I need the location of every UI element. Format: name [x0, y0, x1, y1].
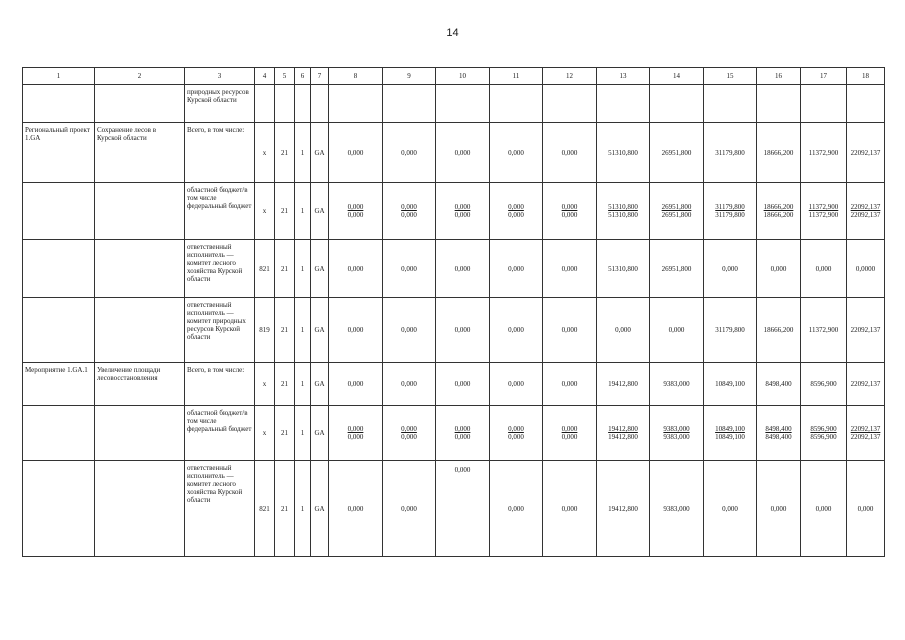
value-cell: 0,000 — [801, 240, 847, 298]
value-cell: 19412,800 — [597, 363, 650, 406]
value-bottom: 8498,400 — [765, 433, 792, 441]
value-bottom: 0,000 — [401, 211, 417, 219]
value-cell-pair — [757, 406, 801, 461]
value-top: 10849,100 — [715, 425, 745, 433]
value-bottom: 22092,137 — [850, 211, 881, 219]
value-bottom: 0,000 — [508, 211, 524, 219]
value-cell — [543, 85, 597, 123]
value-top: 0,000 — [401, 425, 417, 433]
value-bottom: 31179,800 — [715, 211, 745, 219]
value-top: 18666,200 — [763, 203, 794, 211]
cell-c4: х — [255, 406, 275, 461]
value-top: 0,000 — [347, 203, 364, 211]
cell-c3: ответственный исполнитель — комитет лесного хозяйства Курской области — [185, 461, 255, 557]
column-header-17: 17 — [801, 68, 847, 85]
table-row — [23, 363, 885, 406]
value-cell-pair — [329, 183, 383, 240]
cell-c5: 21 — [275, 363, 295, 406]
value-bottom: 22092,137 — [850, 433, 881, 441]
cell-c2 — [95, 461, 185, 557]
cell-c7: GA — [311, 363, 329, 406]
column-header-18: 18 — [847, 68, 885, 85]
cell-c6: 1 — [295, 240, 311, 298]
value-cell-pair — [383, 183, 436, 240]
value-cell — [383, 85, 436, 123]
budget-table — [22, 67, 885, 557]
cell-c6: 1 — [295, 363, 311, 406]
value-cell-pair — [650, 183, 704, 240]
value-cell: 0,000 — [650, 298, 704, 363]
value-cell: 18666,200 — [757, 123, 801, 183]
table-row — [23, 183, 885, 240]
value-bottom: 0,000 — [508, 433, 524, 441]
value-cell: 0,000 — [329, 461, 383, 557]
cell-c1 — [23, 85, 95, 123]
column-header-1: 1 — [23, 68, 95, 85]
value-cell — [757, 85, 801, 123]
value-cell-pair — [650, 406, 704, 461]
cell-c6 — [295, 85, 311, 123]
value-cell: 0,000 — [329, 123, 383, 183]
value-cell: 0,000 — [543, 123, 597, 183]
cell-c3: областной бюджет/в том числе федеральный бюджет — [185, 406, 255, 461]
cell-c4: х — [255, 363, 275, 406]
cell-c4: 819 — [255, 298, 275, 363]
value-bottom: 0,000 — [561, 211, 578, 219]
value-cell: 9383,000 — [650, 461, 704, 557]
value-cell: 0,000 — [436, 461, 490, 557]
value-cell: 0,000 — [383, 461, 436, 557]
value-bottom: 0,000 — [454, 211, 471, 219]
value-cell-pair — [543, 406, 597, 461]
value-top: 22092,137 — [850, 203, 881, 211]
value-cell: 0,000 — [704, 461, 757, 557]
value-bottom: 18666,200 — [763, 211, 794, 219]
value-top: 0,000 — [454, 203, 471, 211]
value-top: 31179,800 — [715, 203, 745, 211]
cell-c4: 821 — [255, 461, 275, 557]
value-cell: 0,000 — [490, 298, 543, 363]
cell-c3: Всего, в том числе: — [185, 363, 255, 406]
column-header-14: 14 — [650, 68, 704, 85]
cell-c6: 1 — [295, 406, 311, 461]
value-cell: 19412,800 — [597, 461, 650, 557]
value-cell: 18666,200 — [757, 298, 801, 363]
cell-c5: 21 — [275, 406, 295, 461]
page-number: 14 — [446, 27, 459, 39]
cell-c1 — [23, 406, 95, 461]
cell-c5: 21 — [275, 461, 295, 557]
value-top: 8498,400 — [765, 425, 792, 433]
value-bottom: 0,000 — [561, 433, 578, 441]
value-cell: 0,000 — [801, 461, 847, 557]
value-cell: 0,000 — [383, 298, 436, 363]
cell-c6: 1 — [295, 298, 311, 363]
value-top: 0,000 — [508, 425, 524, 433]
column-header-9: 9 — [383, 68, 436, 85]
cell-c6: 1 — [295, 183, 311, 240]
cell-c5: 21 — [275, 298, 295, 363]
value-cell: 0,000 — [490, 461, 543, 557]
value-top: 0,000 — [347, 425, 364, 433]
cell-c2 — [95, 298, 185, 363]
value-cell: 8498,400 — [757, 363, 801, 406]
column-header-8: 8 — [329, 68, 383, 85]
column-header-12: 12 — [543, 68, 597, 85]
value-cell: 51310,800 — [597, 240, 650, 298]
column-header-2: 2 — [95, 68, 185, 85]
cell-c1: Мероприятие 1.GA.1 — [23, 363, 95, 406]
value-cell — [597, 85, 650, 123]
value-cell-pair — [436, 183, 490, 240]
cell-c1 — [23, 183, 95, 240]
cell-c1 — [23, 298, 95, 363]
value-cell — [847, 85, 885, 123]
value-cell: 0,000 — [383, 123, 436, 183]
value-bottom: 19412,800 — [608, 433, 638, 441]
value-cell-pair — [329, 406, 383, 461]
value-cell-pair — [847, 406, 885, 461]
value-cell: 0,0000 — [847, 240, 885, 298]
column-header-5: 5 — [275, 68, 295, 85]
value-cell: 0,000 — [490, 123, 543, 183]
value-bottom: 0,000 — [347, 433, 364, 441]
value-cell — [801, 85, 847, 123]
value-bottom: 8596,900 — [810, 433, 837, 441]
value-cell: 0,000 — [847, 461, 885, 557]
value-bottom: 0,000 — [347, 211, 364, 219]
cell-c4: х — [255, 123, 275, 183]
value-cell: 0,000 — [436, 298, 490, 363]
value-bottom: 10849,100 — [715, 433, 745, 441]
value-cell — [650, 85, 704, 123]
value-cell: 11372,900 — [801, 298, 847, 363]
value-top: 0,000 — [561, 203, 578, 211]
table-header-row — [23, 68, 885, 85]
value-cell: 22092,137 — [847, 123, 885, 183]
column-header-6: 6 — [295, 68, 311, 85]
value-bottom: 9383,000 — [663, 433, 690, 441]
value-top: 0,000 — [401, 203, 417, 211]
value-cell: 0,000 — [436, 123, 490, 183]
cell-c2 — [95, 406, 185, 461]
value-cell: 0,000 — [543, 363, 597, 406]
value-cell-pair — [801, 406, 847, 461]
value-top: 0,000 — [454, 425, 471, 433]
cell-c3: Всего, в том числе: — [185, 123, 255, 183]
value-cell: 0,000 — [543, 298, 597, 363]
column-header-11: 11 — [490, 68, 543, 85]
value-cell-pair — [383, 406, 436, 461]
cell-c2 — [95, 85, 185, 123]
cell-c1 — [23, 240, 95, 298]
cell-c1: Региональный проект 1.GA — [23, 123, 95, 183]
value-cell: 0,000 — [543, 240, 597, 298]
value-cell-pair — [490, 183, 543, 240]
value-cell: 0,000 — [757, 240, 801, 298]
cell-c5 — [275, 85, 295, 123]
value-cell: 0,000 — [329, 240, 383, 298]
value-top: 0,000 — [561, 425, 578, 433]
value-top: 9383,000 — [663, 425, 690, 433]
cell-c4: 821 — [255, 240, 275, 298]
cell-c4: х — [255, 183, 275, 240]
cell-c5: 21 — [275, 123, 295, 183]
cell-c2 — [95, 183, 185, 240]
value-cell: 0,000 — [597, 298, 650, 363]
cell-c5: 21 — [275, 183, 295, 240]
value-bottom: 0,000 — [401, 433, 417, 441]
value-cell: 26951,800 — [650, 240, 704, 298]
value-top: 26951,800 — [661, 203, 692, 211]
value-top: 22092,137 — [850, 425, 881, 433]
value-cell: 22092,137 — [847, 298, 885, 363]
cell-c7 — [311, 85, 329, 123]
value-cell: 9383,000 — [650, 363, 704, 406]
value-cell — [329, 85, 383, 123]
value-cell: 0,000 — [329, 298, 383, 363]
cell-c2: Увеличение площади лесовосстановления — [95, 363, 185, 406]
value-cell-pair — [436, 406, 490, 461]
value-cell: 0,000 — [490, 363, 543, 406]
value-cell: 22092,137 — [847, 363, 885, 406]
value-cell: 0,000 — [436, 363, 490, 406]
cell-c7: GA — [311, 123, 329, 183]
value-cell-pair — [704, 183, 757, 240]
column-header-13: 13 — [597, 68, 650, 85]
value-cell: 26951,800 — [650, 123, 704, 183]
value-cell — [490, 85, 543, 123]
table-row — [23, 85, 885, 123]
value-cell: 31179,800 — [704, 298, 757, 363]
value-cell-pair — [490, 406, 543, 461]
value-cell: 0,000 — [704, 240, 757, 298]
column-header-7: 7 — [311, 68, 329, 85]
cell-c7: GA — [311, 461, 329, 557]
column-header-15: 15 — [704, 68, 757, 85]
value-cell: 0,000 — [329, 363, 383, 406]
cell-c3: областной бюджет/в том числе федеральный бюджет — [185, 183, 255, 240]
value-bottom: 26951,800 — [661, 211, 692, 219]
value-cell: 0,000 — [383, 363, 436, 406]
table-row — [23, 123, 885, 183]
value-bottom: 0,000 — [454, 433, 471, 441]
value-cell: 51310,800 — [597, 123, 650, 183]
value-cell: 31179,800 — [704, 123, 757, 183]
value-cell: 10849,100 — [704, 363, 757, 406]
value-cell-pair — [801, 183, 847, 240]
value-top: 11372,900 — [808, 203, 839, 211]
value-cell: 11372,900 — [801, 123, 847, 183]
cell-c7: GA — [311, 406, 329, 461]
value-cell-pair — [543, 183, 597, 240]
value-bottom: 51310,800 — [608, 211, 638, 219]
value-cell: 0,000 — [543, 461, 597, 557]
column-header-4: 4 — [255, 68, 275, 85]
cell-c7: GA — [311, 183, 329, 240]
value-cell — [704, 85, 757, 123]
value-top: 51310,800 — [608, 203, 638, 211]
cell-c3: природных ресурсов Курской области — [185, 85, 255, 123]
cell-c3: ответственный исполнитель — комитет лесного хозяйства Курской области — [185, 240, 255, 298]
cell-c1 — [23, 461, 95, 557]
cell-c5: 21 — [275, 240, 295, 298]
value-bottom: 11372,900 — [808, 211, 839, 219]
value-cell: 0,000 — [436, 240, 490, 298]
value-cell-pair — [704, 406, 757, 461]
value-cell-pair — [757, 183, 801, 240]
value-cell: 0,000 — [383, 240, 436, 298]
column-header-3: 3 — [185, 68, 255, 85]
value-top: 0,000 — [508, 203, 524, 211]
cell-c7: GA — [311, 240, 329, 298]
value-cell: 8596,900 — [801, 363, 847, 406]
table-row — [23, 298, 885, 363]
cell-c6: 1 — [295, 461, 311, 557]
table-row — [23, 406, 885, 461]
table-row — [23, 240, 885, 298]
cell-c7: GA — [311, 298, 329, 363]
value-cell-pair — [847, 183, 885, 240]
cell-c3: ответственный исполнитель — комитет природных ресурсов Курской области — [185, 298, 255, 363]
value-top: 8596,900 — [810, 425, 837, 433]
value-cell-pair — [597, 406, 650, 461]
cell-c2: Сохранение лесов в Курской области — [95, 123, 185, 183]
column-header-16: 16 — [757, 68, 801, 85]
cell-c2 — [95, 240, 185, 298]
value-cell-pair — [597, 183, 650, 240]
column-header-10: 10 — [436, 68, 490, 85]
cell-c4 — [255, 85, 275, 123]
value-cell: 0,000 — [490, 240, 543, 298]
value-cell: 0,000 — [757, 461, 801, 557]
value-cell — [436, 85, 490, 123]
value-top: 19412,800 — [608, 425, 638, 433]
table-row — [23, 461, 885, 557]
cell-c6: 1 — [295, 123, 311, 183]
